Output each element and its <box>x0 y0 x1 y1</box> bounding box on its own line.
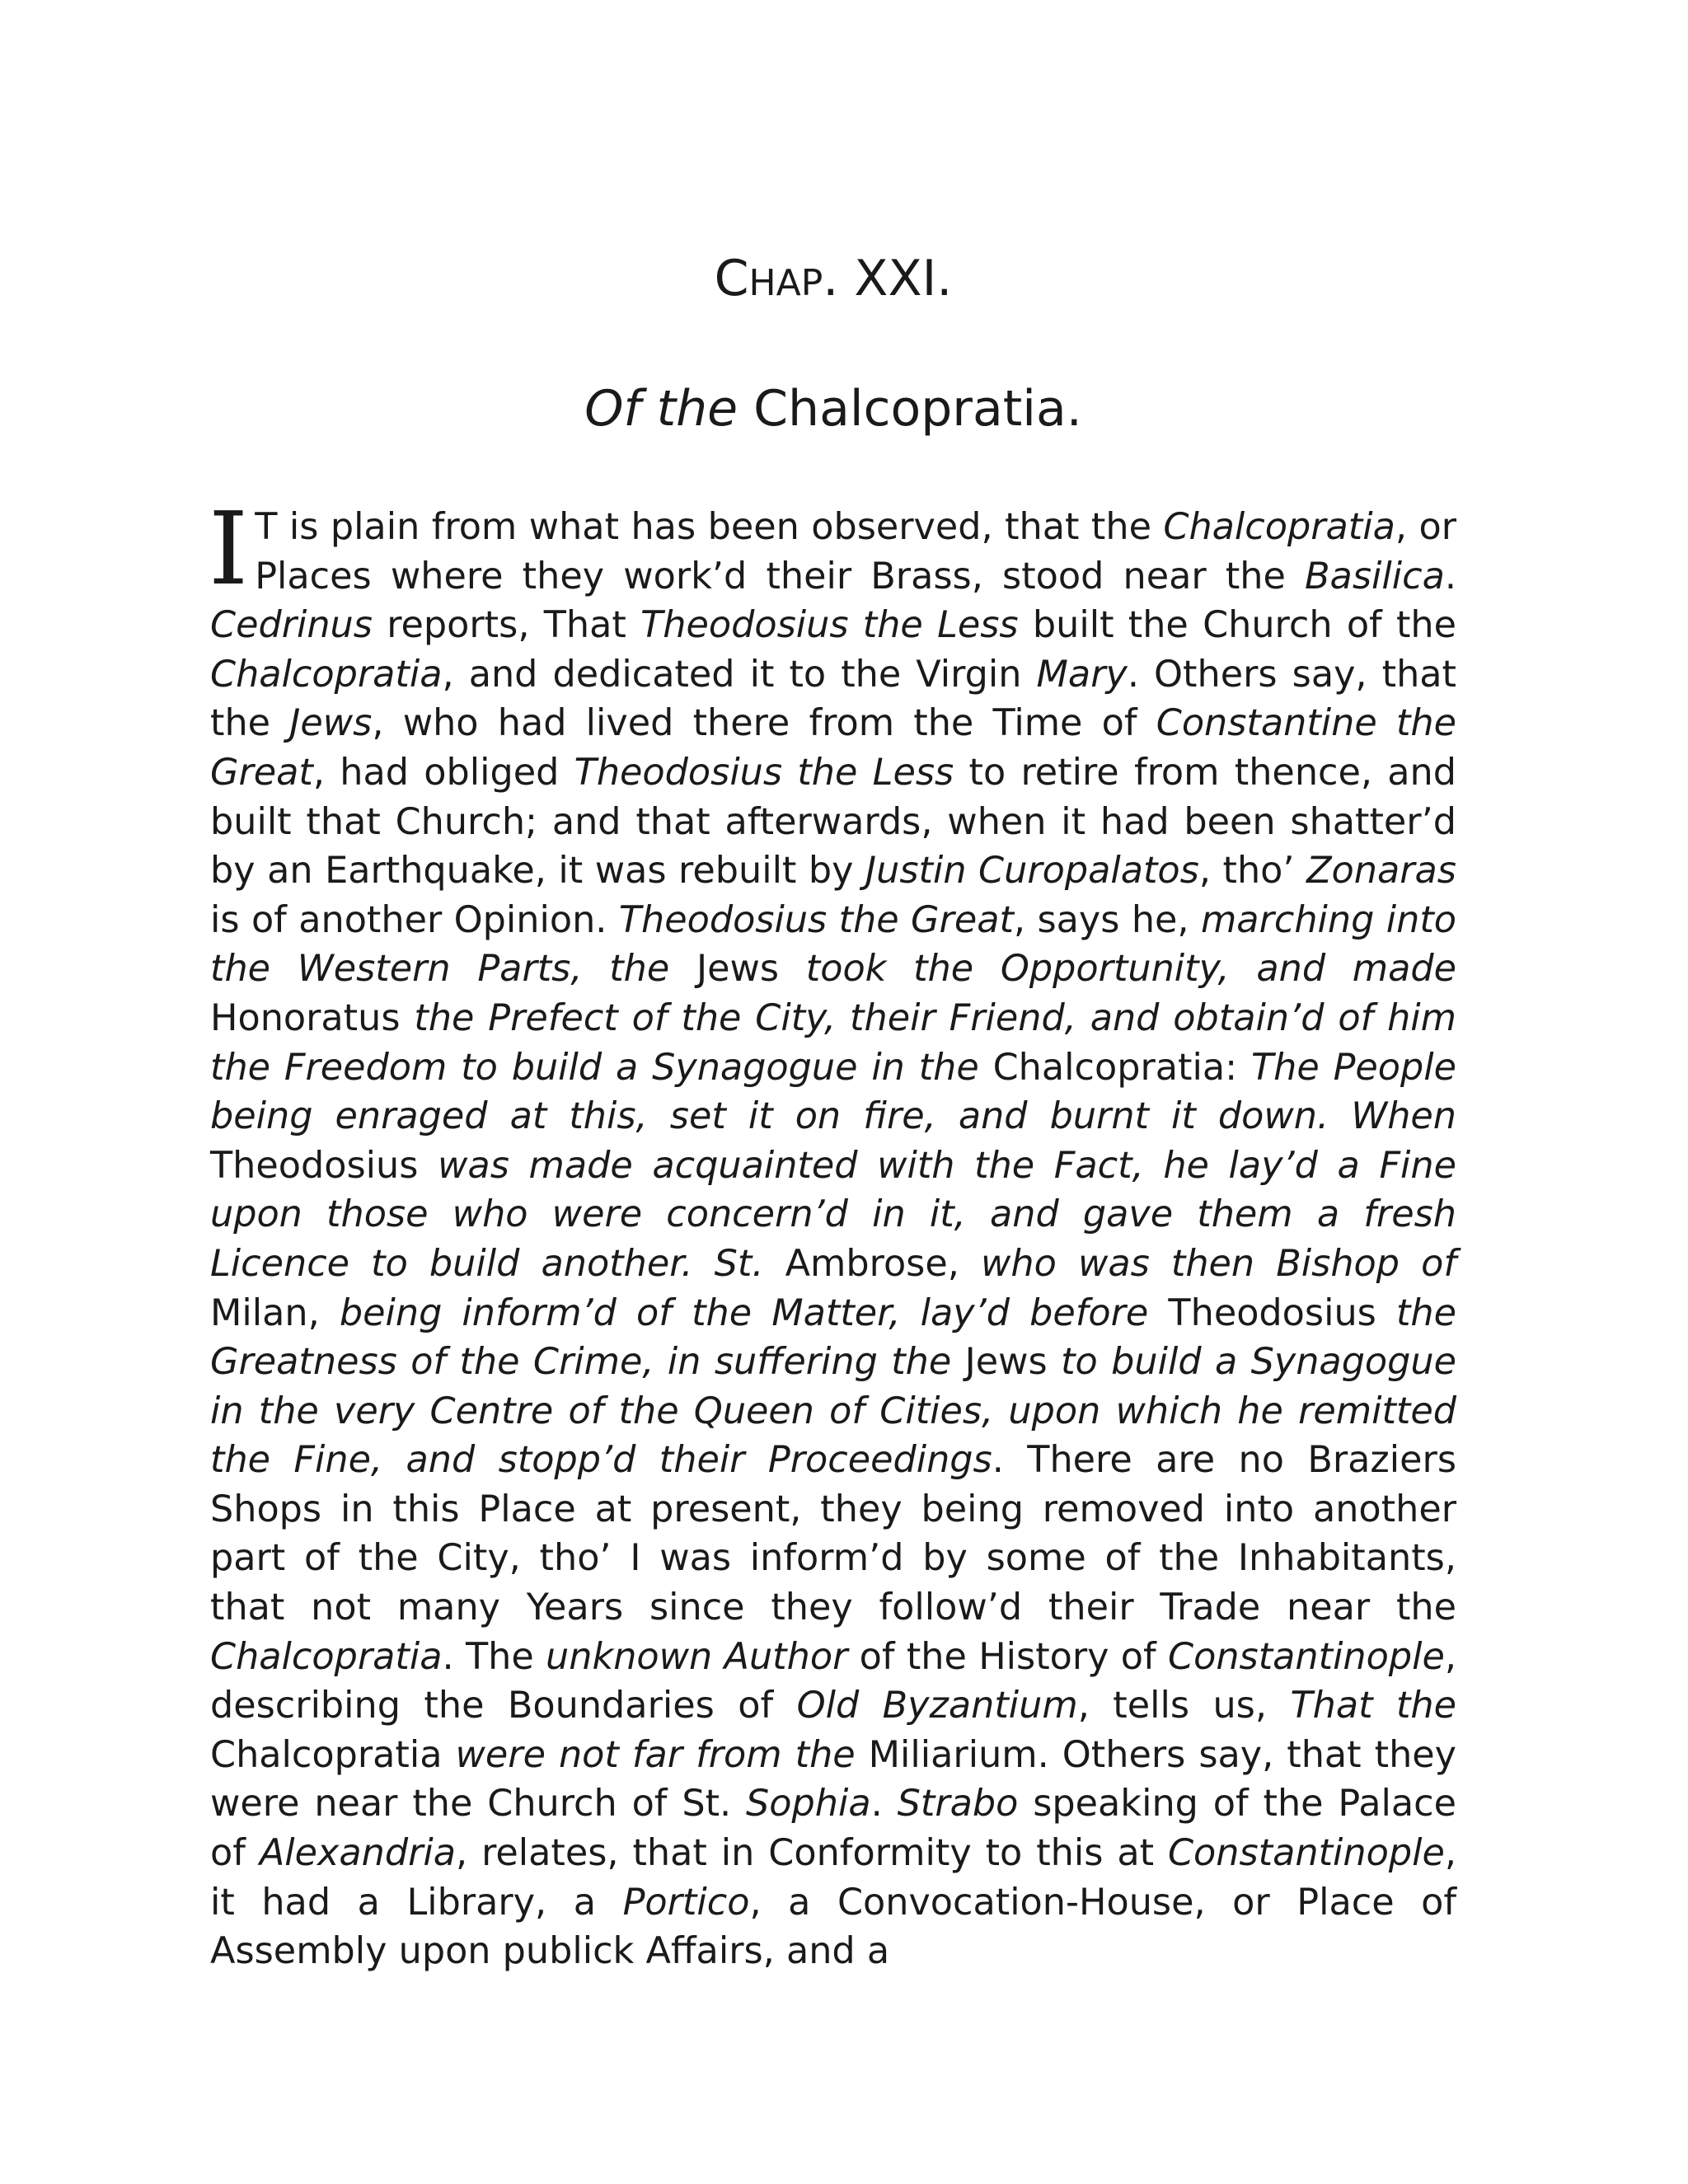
text-segment: , it had a Library, a <box>210 1832 1456 1924</box>
page <box>210 247 1456 1976</box>
italic-text-segment: Jews <box>289 702 373 745</box>
text-segment: Jews <box>951 1341 1062 1384</box>
italic-text-segment: marching into the Western Parts, the <box>210 898 1456 991</box>
italic-text-segment: who was then Bishop of <box>981 1242 1456 1285</box>
text-segment: of the History of <box>847 1635 1169 1678</box>
text-segment: Chalcopratia: <box>978 1046 1251 1089</box>
italic-text-segment: Old Byzantium <box>796 1685 1078 1727</box>
text-segment: is of another Opinion. <box>210 898 619 941</box>
text-segment: built the Church of the <box>1018 604 1457 647</box>
chapter-title-italic: Of the <box>584 380 738 438</box>
chapter-label-smallcaps: HAP <box>748 262 823 304</box>
text-segment: reports, That <box>372 604 641 647</box>
text-segment: , tho’ <box>1198 850 1307 893</box>
italic-text-segment: Theodosius the Less <box>640 604 1019 647</box>
text-segment: Honoratus <box>210 996 415 1039</box>
italic-text-segment: Sophia <box>746 1783 871 1825</box>
text-segment: , relates, that in Conformity to this at <box>456 1832 1168 1875</box>
italic-text-segment: to build a Synagogue in the very Centre of the Queen of Cities, upon which he remitted the Fine, and stopp’d their Proceedings <box>210 1341 1456 1482</box>
chapter-heading <box>210 247 1456 315</box>
drop-cap: I <box>209 490 249 607</box>
italic-text-segment: Justin Curopalatos <box>865 850 1199 893</box>
italic-text-segment: Constantinople <box>1168 1635 1445 1678</box>
italic-text-segment: took the Opportunity, and made <box>805 948 1457 991</box>
text-segment: , describing the Boundaries of <box>210 1635 1457 1727</box>
text-segment: to retire from thence, and built that Church; and that afterwards, when it had been shatter’d by an Earthquake, it was rebuilt by <box>210 751 1457 893</box>
italic-text-segment: That the <box>1290 1685 1457 1727</box>
italic-text-segment: Theodosius the Great <box>618 898 1014 941</box>
chapter-title <box>210 377 1456 440</box>
text-segment: Theodosius <box>1148 1291 1396 1334</box>
text-segment: , tells us, <box>1077 1685 1291 1727</box>
italic-text-segment: Alexandria <box>259 1832 456 1875</box>
text-segment: . <box>1444 555 1456 598</box>
italic-text-segment: Portico <box>622 1881 750 1924</box>
text-segment: , had obliged <box>312 751 574 794</box>
text-segment: . <box>870 1783 898 1825</box>
text-segment: Jews <box>669 948 806 991</box>
text-segment: , or Places where they work’d their Brass, stood near the <box>255 506 1457 598</box>
italic-text-segment: unknown Author <box>546 1635 848 1678</box>
text-segment: . There are no Braziers Shops in this Place at present, they being removed into another part of the City, tho’ I was inform’d by some of the Inhabitants, that not many Years since they follow’d their Trade near the <box>210 1439 1456 1629</box>
italic-text-segment: Theodosius the Less <box>574 751 954 794</box>
italic-text-segment: Chalcopratia <box>210 1635 443 1678</box>
text-segment: , a Convocation-House, or Place of Assembly upon publick Affairs, and a <box>210 1881 1457 1973</box>
text-segment: speaking of the Palace of <box>210 1783 1456 1875</box>
italic-text-segment: Strabo <box>897 1783 1019 1825</box>
italic-text-segment: Constantine the Great <box>210 702 1456 794</box>
text-segment: , and dedicated it to the Virgin <box>442 653 1037 696</box>
text-segment: , who had lived there from the Time of <box>372 702 1156 745</box>
italic-text-segment: Chalcopratia <box>210 653 443 696</box>
text-segment: Chalcopratia <box>210 1733 456 1776</box>
chapter-title-roman: Chalcopratia. <box>738 380 1082 438</box>
italic-text-segment: Constantinople <box>1167 1832 1445 1875</box>
italic-text-segment: the Prefect of the City, their Friend, and obtain’d of him the Freedom to build a Synagogue in the <box>210 996 1456 1089</box>
text-segment: Theodosius <box>210 1144 438 1187</box>
text-segment: . The <box>442 1635 546 1678</box>
chapter-number: . XXI. <box>823 250 953 307</box>
italic-text-segment: being inform’d of the Matter, lay’d before <box>339 1291 1149 1334</box>
italic-text-segment: Zonaras <box>1306 850 1456 893</box>
text-segment: Ambrose, <box>763 1242 982 1285</box>
italic-text-segment: The People being enraged at this, set it on fire, and burnt it down. When <box>210 1046 1456 1138</box>
text-segment: , says he, <box>1013 898 1201 941</box>
text-segment: Milan, <box>210 1291 340 1334</box>
italic-text-segment: Cedrinus <box>210 604 373 647</box>
italic-text-segment: Mary <box>1036 653 1128 696</box>
italic-text-segment: Basilica <box>1305 555 1445 598</box>
text-segment: Miliarium. Others say, that they were near the Church of St. <box>210 1733 1457 1825</box>
chapter-label-initial: C <box>714 250 749 307</box>
text-segment: . Others say, that the <box>210 653 1456 745</box>
italic-text-segment: Chalcopratia <box>1163 506 1395 548</box>
body-paragraph <box>209 490 1457 1976</box>
italic-text-segment: were not far from the <box>455 1733 856 1776</box>
italic-text-segment: the Greatness of the Crime, in suffering the <box>210 1291 1456 1384</box>
italic-text-segment: was made acquainted with the Fact, he lay’d a Fine upon those who were concern’d in it, and gave them a fresh Licence to build another. St. <box>210 1144 1456 1285</box>
text-segment: T is plain from what has been observed, that the <box>255 506 1164 548</box>
